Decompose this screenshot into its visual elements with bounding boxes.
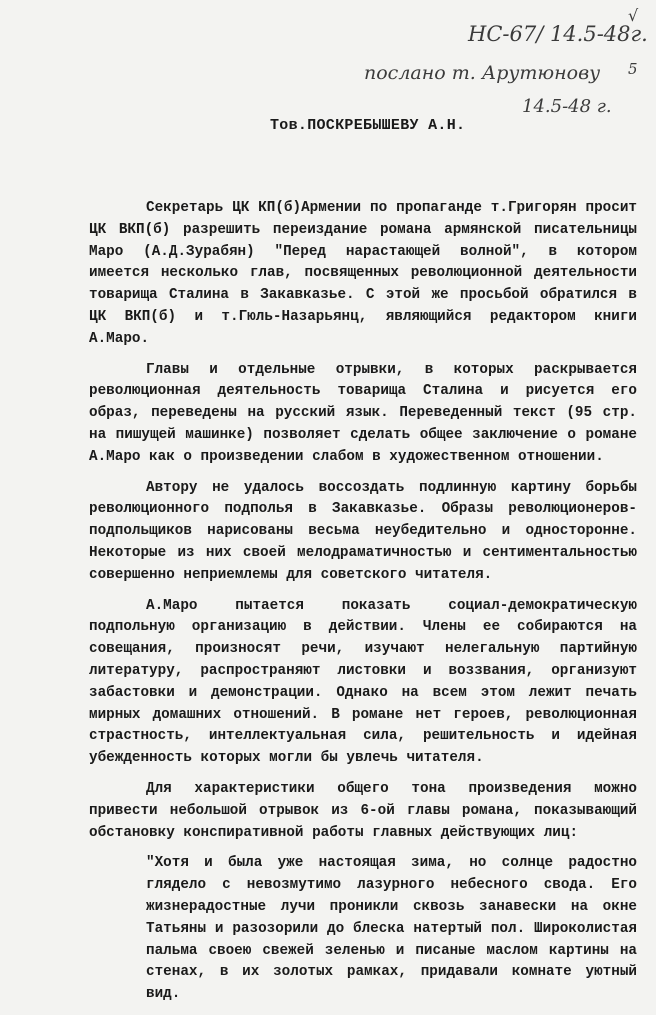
addressee-heading: Тов.ПОСКРЕБЫШЕВУ А.Н. [270, 117, 466, 134]
handwritten-check-mark: √ [628, 6, 639, 25]
handwritten-date: 14.5-48 г. [522, 96, 612, 117]
memo-body [89, 198, 637, 1015]
paragraph: Секретарь ЦК КП(б)Армении по пропаганде т.Григорян просит ЦК ВКП(б) разрешить переиздание романа армянской писательницы Маро (А.Д.Зурабян) "Перед нарастающей волной", в котором имеется несколько глав, посвященных революционной деятельности товарища Сталина в Закавказье. С этой же просьбой обратился в ЦК ВКП(б) и т.Гюль-Назарьянц, являющийся редактором книги А.Маро. [89, 200, 637, 347]
paragraph: А.Маро пытается показать социал-демократическую подпольную организацию в действии. Члены ее собираются на совещания, произносят речи, изучают нелегальную партийную литературу, распространяют листовки и воззвания, организуют забастовки и демонстрации. Однако на всем этом лежит печать мирных домашних отношений. В романе нет героев, революционная страстность, интеллектуальная сила, решительность и идейная убежденность которых могли бы увлечь читателя. [89, 597, 637, 767]
quoted-excerpt: "Хотя и была уже настоящая зима, но солнце радостно глядело с невозмутимо лазурного небесного свода. Его жизнерадостные лучи проникли сквозь занавески на окне Татьяны и разозорили до блеска натертый пол. Широколистая пальма своею свежей зеленью и писаные маслом картины на стенах, в их золотых рамках, придавали комнате уютный вид. [146, 855, 637, 1003]
handwritten-reference: НС-67/ 14.5-48г. [468, 22, 648, 46]
paragraph: Для характеристики общего тона произведения можно привести небольшой отрывок из 6-ой главы романа, показывающий обстановку конспиративной работы главных действующих лиц: [89, 780, 637, 841]
handwritten-note: послано т. Арутюнову [364, 62, 601, 84]
handwritten-page-mark: 5 [628, 60, 638, 78]
paragraph: Автору не удалось воссоздать подлинную картину борьбы революционного подполья в Закавказье. Образы революционеров-подпольщиков нарисованы весьма неубедительно и односторонне. Некоторые из них своей мелодраматичностью и сентиментальностью совершенно неприемлемы для советского читателя. [89, 479, 637, 583]
paragraph: Главы и отдельные отрывки, в которых раскрывается революционная деятельность товарища Сталина и рисуется его образ, переведены на русский язык. Переведенный текст (95 стр. на пишущей машинке) позволяет сделать общее заключение о романе А.Маро как о произведении слабом в художественном отношении. [89, 361, 637, 465]
